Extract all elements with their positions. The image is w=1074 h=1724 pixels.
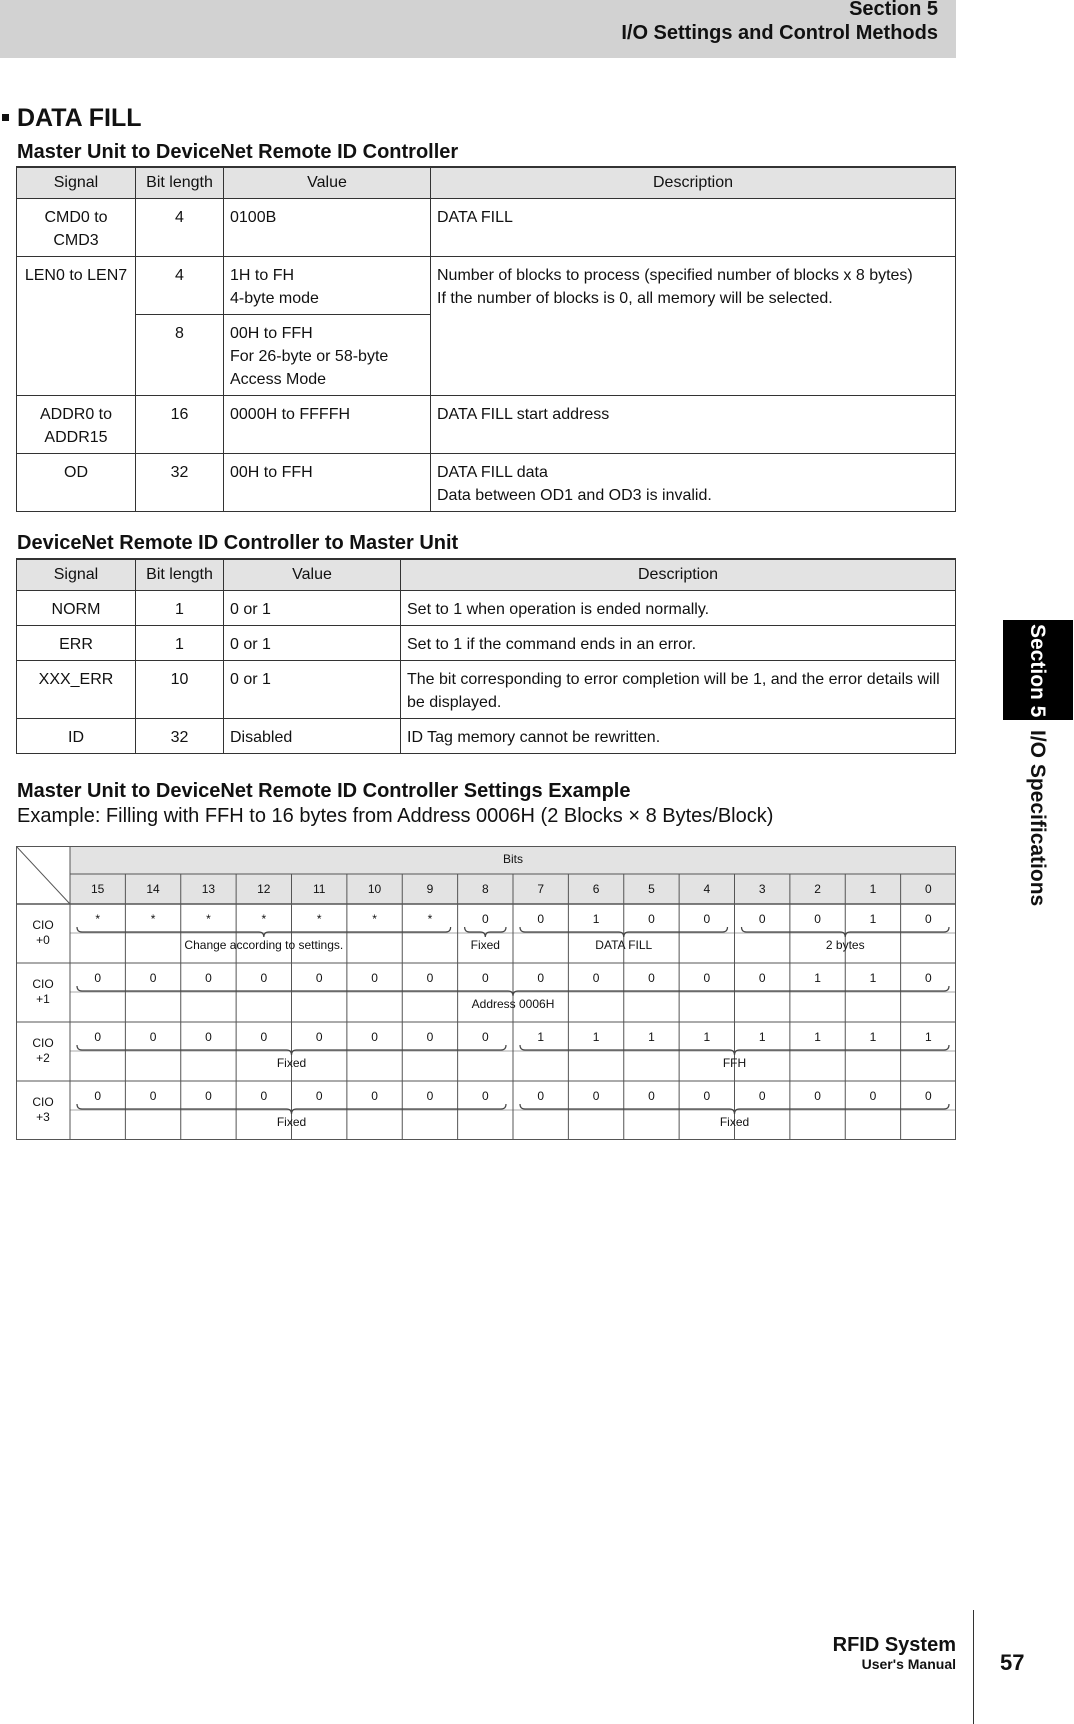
bit-value: 0 [371, 1089, 378, 1103]
bit-value: 0 [481, 971, 489, 985]
bit-number: 15 [91, 882, 105, 896]
bit-value: 0 [315, 1089, 323, 1103]
page-heading [0, 104, 142, 133]
side-tab-label [1003, 720, 1073, 920]
cell-signal: ADDR0 to ADDR15 [17, 395, 136, 453]
bit-value: * [150, 912, 156, 926]
desc-line: If the number of blocks is 0, all memory will be selected. [437, 289, 833, 307]
cell-value [224, 314, 431, 395]
table2-title: DeviceNet Remote ID Controller to Master Unit [17, 532, 459, 554]
bit-value: 0 [426, 1089, 434, 1103]
group-label: Address 0006H [471, 997, 555, 1011]
cell-bits: 1 [136, 625, 224, 660]
col-value: Value [224, 167, 431, 198]
bit-number: 0 [924, 882, 932, 896]
bit-value: 0 [537, 1089, 545, 1103]
bit-value: 0 [315, 971, 323, 985]
cio-label-line: +1 [36, 992, 50, 1006]
bit-value: 1 [537, 1030, 545, 1044]
bit-number: 13 [201, 882, 216, 896]
bit-value: * [316, 912, 322, 926]
bit-value: * [206, 912, 211, 926]
table-row [17, 660, 956, 718]
cell-bits: 32 [136, 718, 224, 753]
bit-value: 1 [869, 971, 877, 985]
footer-manual: User's Manual [861, 1656, 956, 1672]
bit-value: 0 [592, 971, 600, 985]
group-brace [465, 927, 506, 937]
cell-value: 0 or 1 [224, 625, 401, 660]
cell-signal: XXX_ERR [17, 660, 136, 718]
cell-desc: The bit corresponding to error completion will be 1, and the error details will be displayed. [401, 660, 956, 718]
desc-line: Data between OD1 and OD3 is invalid. [437, 486, 712, 504]
col-bit-length: Bit length [136, 167, 224, 198]
header-title: I/O Settings and Control Methods [621, 22, 938, 44]
cell-desc: Set to 1 if the command ends in an error. [401, 625, 956, 660]
cell-bits: 4 [136, 256, 224, 314]
bit-number: 9 [426, 882, 434, 896]
cell-value: 0 or 1 [224, 660, 401, 718]
cell-signal: NORM [17, 590, 136, 625]
side-section-tab [1003, 620, 1073, 720]
cell-desc: Set to 1 when operation is ended normally. [401, 590, 956, 625]
bit-number: 3 [758, 882, 766, 896]
bit-value: 0 [924, 912, 932, 926]
col-description: Description [431, 167, 956, 198]
bit-value: 1 [869, 912, 877, 926]
bit-number: 14 [146, 882, 160, 896]
bit-value: 1 [814, 1030, 821, 1044]
bit-value: 1 [869, 1030, 877, 1044]
heading-text: DATA FILL [17, 104, 142, 132]
cell-bits: 16 [136, 395, 224, 453]
footer-divider [973, 1610, 974, 1724]
bit-value: 0 [758, 971, 766, 985]
table2 [16, 558, 956, 754]
bit-value: 0 [371, 1030, 378, 1044]
bit-value: 0 [814, 1089, 821, 1103]
value-line: 4-byte mode [230, 289, 319, 307]
cell-signal: ID [17, 718, 136, 753]
cio-label [16, 1036, 70, 1066]
bit-number: 4 [703, 882, 711, 896]
bit-value: 0 [371, 971, 378, 985]
bit-value: 0 [149, 1089, 157, 1103]
bit-value: 0 [315, 1030, 323, 1044]
bit-value: 0 [758, 912, 766, 926]
table1 [16, 166, 956, 512]
bit-value: 0 [94, 1089, 102, 1103]
bit-value: 0 [94, 971, 102, 985]
cell-desc [431, 453, 956, 511]
group-label: Fixed [276, 1115, 307, 1129]
cell-signal: OD [17, 453, 136, 511]
cell-desc: DATA FILL [431, 198, 956, 256]
bit-number: 7 [537, 882, 545, 896]
bit-value: 0 [94, 1030, 102, 1044]
table-row [17, 625, 956, 660]
footer-title [833, 1634, 956, 1672]
bit-value: 0 [648, 971, 655, 985]
cell-bits: 4 [136, 198, 224, 256]
bit-value: 1 [758, 1030, 766, 1044]
bit-value: 0 [205, 1030, 212, 1044]
cell-signal: CMD0 to CMD3 [17, 198, 136, 256]
bit-value: 0 [648, 1089, 655, 1103]
cell-desc: DATA FILL start address [431, 395, 956, 453]
bullet-icon [2, 114, 9, 121]
bit-value: 0 [648, 912, 655, 926]
group-label: Fixed [470, 938, 500, 952]
bit-value: 0 [205, 1089, 212, 1103]
table-header-row [17, 559, 956, 590]
cell-bits: 1 [136, 590, 224, 625]
cell-value: 00H to FFH [224, 453, 431, 511]
bit-value: 0 [149, 971, 157, 985]
cio-label [16, 918, 70, 948]
cell-signal: ERR [17, 625, 136, 660]
group-label: Fixed [276, 1056, 307, 1070]
cell-value: 0 or 1 [224, 590, 401, 625]
bit-number: 11 [312, 882, 326, 896]
cell-value [224, 256, 431, 314]
col-description: Description [401, 559, 956, 590]
cell-desc: ID Tag memory cannot be rewritten. [401, 718, 956, 753]
bit-value: 0 [205, 971, 212, 985]
bit-value: * [372, 912, 377, 926]
bit-value: 0 [260, 971, 268, 985]
bit-value: 0 [703, 971, 711, 985]
table-row [17, 453, 956, 511]
bit-value: 0 [149, 1030, 157, 1044]
cio-label-line: +3 [36, 1110, 50, 1124]
value-line: Access Mode [230, 370, 327, 388]
bit-value: 1 [703, 1030, 711, 1044]
bit-value: 0 [592, 1089, 600, 1103]
bit-value: * [427, 912, 433, 926]
value-line: 1H to FH [230, 266, 295, 284]
cell-desc [431, 256, 956, 395]
bit-value: 1 [924, 1030, 932, 1044]
group-label: 2 bytes [825, 938, 865, 952]
cio-label-line: +0 [36, 933, 50, 947]
cio-label [16, 977, 70, 1007]
bit-number: 2 [814, 882, 821, 896]
bit-value: 0 [924, 1089, 932, 1103]
corner-diagonal [16, 846, 70, 904]
bit-value: 1 [648, 1030, 655, 1044]
bit-value: 0 [537, 971, 545, 985]
table-row [17, 198, 956, 256]
table-row [17, 256, 956, 314]
cell-bits: 10 [136, 660, 224, 718]
table-row [17, 590, 956, 625]
table-row [17, 718, 956, 753]
bit-number: 12 [257, 882, 271, 896]
group-label: Change according to settings. [184, 938, 344, 952]
cell-signal: LEN0 to LEN7 [17, 256, 136, 395]
bit-value: 0 [481, 1030, 489, 1044]
cio-label [16, 1095, 70, 1125]
page-header [0, 0, 956, 58]
group-label: FFH [722, 1056, 747, 1070]
bit-number: 8 [481, 882, 489, 896]
bit-number: 6 [592, 882, 600, 896]
cio-label-line: CIO [32, 1036, 54, 1050]
bit-value: 0 [703, 912, 711, 926]
cell-value: 0000H to FFFFH [224, 395, 431, 453]
cio-label-line: +2 [36, 1051, 50, 1065]
col-value: Value [224, 559, 401, 590]
table1-title: Master Unit to DeviceNet Remote ID Controller [17, 141, 459, 163]
group-label: Fixed [719, 1115, 750, 1129]
table-row [17, 395, 956, 453]
cell-value: Disabled [224, 718, 401, 753]
bit-number: 1 [869, 882, 877, 896]
bits-label: Bits [502, 852, 524, 866]
cell-value: 0100B [224, 198, 431, 256]
side-tab-section: Section 5 [1026, 624, 1049, 718]
page-number: 57 [1000, 1650, 1025, 1675]
cio-label-line: CIO [32, 918, 54, 932]
cio-label-line: CIO [32, 977, 54, 991]
bit-value: 0 [426, 1030, 434, 1044]
value-line: 00H to FFH [230, 324, 313, 342]
bit-value: * [261, 912, 267, 926]
group-label: DATA FILL [595, 938, 653, 952]
bit-value: 0 [481, 1089, 489, 1103]
value-line: For 26-byte or 58-byte [230, 347, 389, 365]
bit-value: 0 [537, 912, 545, 926]
example-title: Master Unit to DeviceNet Remote ID Controller Settings Example [17, 780, 631, 802]
bit-value: 0 [758, 1089, 766, 1103]
table-header-row [17, 167, 956, 198]
col-signal: Signal [17, 167, 136, 198]
bit-value: 0 [703, 1089, 711, 1103]
bit-value: * [95, 912, 101, 926]
col-signal: Signal [17, 559, 136, 590]
footer-product: RFID System [832, 1634, 956, 1656]
bit-value: 0 [426, 971, 434, 985]
cell-bits: 32 [136, 453, 224, 511]
bit-value: 1 [814, 971, 821, 985]
bit-value: 0 [924, 971, 932, 985]
bit-number: 5 [648, 882, 655, 896]
group-brace [77, 927, 451, 937]
bit-value: 0 [260, 1030, 268, 1044]
bit-value: 0 [814, 912, 821, 926]
bit-diagram [16, 846, 956, 1142]
col-bit-length: Bit length [136, 559, 224, 590]
side-tab-label-text: I/O Specifications [1026, 730, 1049, 907]
desc-line: DATA FILL data [437, 463, 548, 481]
bit-value: 1 [592, 912, 600, 926]
header-section: Section 5 [849, 0, 938, 20]
desc-line: Number of blocks to process (specified number of blocks x 8 bytes) [437, 266, 913, 284]
cell-bits: 8 [136, 314, 224, 395]
bit-value: 0 [481, 912, 489, 926]
bit-value: 1 [592, 1030, 600, 1044]
bit-value: 0 [260, 1089, 268, 1103]
example-subtitle: Example: Filling with FFH to 16 bytes from Address 0006H (2 Blocks × 8 Bytes/Block) [17, 805, 774, 827]
bit-value: 0 [869, 1089, 877, 1103]
cio-label-line: CIO [32, 1095, 54, 1109]
bit-number: 10 [367, 882, 382, 896]
